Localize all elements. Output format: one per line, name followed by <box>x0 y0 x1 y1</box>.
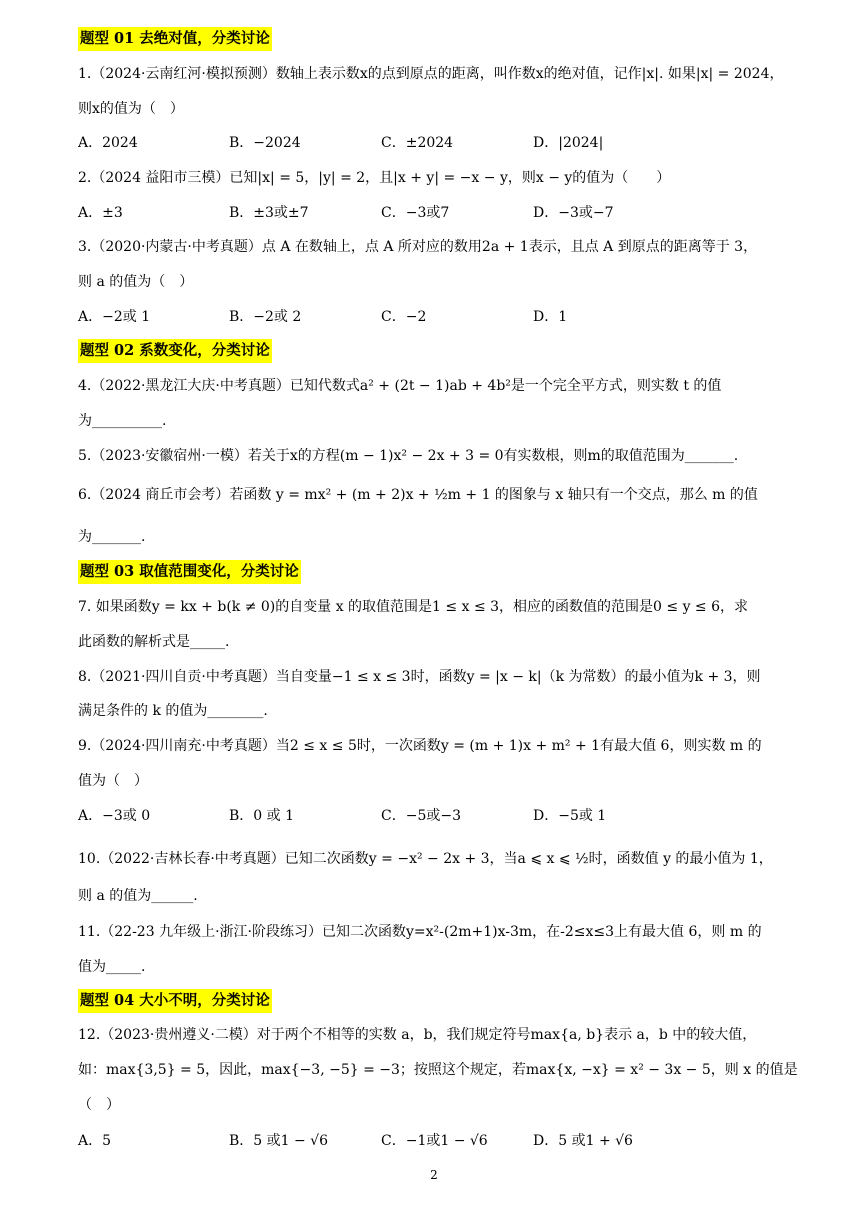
q9-option-b: B．0 或 1 <box>229 808 295 824</box>
section-heading-02: 题型 02 系数变化，分类讨论 <box>78 339 272 363</box>
q9-option-a: A．−3或 0 <box>78 808 151 824</box>
question-12-text-cont-2: （ ） <box>78 1097 120 1113</box>
q9-option-d: D．−5或 1 <box>533 808 607 824</box>
question-11-text-cont: 值为_____. <box>78 959 146 975</box>
question-12-text-cont: 如：max{3,5} = 5，因此，max{−3, −5} = −3；按照这个规定，若max{x, −x} = x² − 3x − 5，则 x 的值是 <box>78 1062 798 1078</box>
section-heading-01: 题型 01 去绝对值，分类讨论 <box>78 27 272 51</box>
question-1-text: 1.（2024·云南红河·模拟预测）数轴上表示数x的点到原点的距离，叫作数x的绝对值，记作|x|. 如果|x| = 2024， <box>78 66 784 82</box>
q2-option-d: D．−3或−7 <box>533 205 614 221</box>
q12-option-a: A．5 <box>78 1133 112 1149</box>
question-8-text: 8.（2021·四川自贡·中考真题）当自变量−1 ≤ x ≤ 3时，函数y = |x − k|（k 为常数）的最小值为k + 3，则 <box>78 669 761 685</box>
q1-option-a: A．2024 <box>78 135 138 151</box>
question-6-text-cont: 为_______. <box>78 529 146 545</box>
q2-option-a: A．±3 <box>78 205 123 221</box>
question-4-text-cont: 为__________. <box>78 413 167 429</box>
question-5-text: 5.（2023·安徽宿州·一模）若关于x的方程(m − 1)x² − 2x + 3 = 0有实数根，则m的取值范围为_______. <box>78 448 739 464</box>
question-3-text: 3.（2020·内蒙古·中考真题）点 A 在数轴上，点 A 所对应的数用2a + 1表示，且点 A 到原点的距离等于 3， <box>78 239 758 255</box>
question-10-text-cont: 则 a 的值为______. <box>78 888 198 904</box>
section-heading-04: 题型 04 大小不明，分类讨论 <box>78 989 272 1013</box>
question-4-text: 4.（2022·黑龙江大庆·中考真题）已知代数式a² + (2t − 1)ab + 4b²是一个完全平方式，则实数 t 的值 <box>78 378 722 394</box>
question-9-text: 9.（2024·四川南充·中考真题）当2 ≤ x ≤ 5时，一次函数y = (m + 1)x + m² + 1有最大值 6，则实数 m 的 <box>78 738 762 754</box>
q3-option-c: C．−2 <box>381 309 427 325</box>
question-10-text: 10.（2022·吉林长春·中考真题）已知二次函数y = −x² − 2x + 3，当a ⩽ x ⩽ ½时，函数值 y 的最小值为 1， <box>78 851 773 867</box>
q9-option-c: C．−5或−3 <box>381 808 461 824</box>
q3-option-d: D．1 <box>533 309 568 325</box>
page-number: 2 <box>430 1168 438 1182</box>
q12-option-c: C．−1或1 − √6 <box>381 1133 488 1149</box>
question-6-text: 6.（2024 商丘市会考）若函数 y = mx² + (m + 2)x + ½m + 1 的图象与 x 轴只有一个交点，那么 m 的值 <box>78 487 758 503</box>
q1-option-d: D．|2024| <box>533 135 604 151</box>
question-2-text: 2.（2024 益阳市三模）已知|x| = 5，|y| = 2，且|x + y| = −x − y，则x − y的值为（ ） <box>78 170 671 186</box>
q12-option-b: B．5 或1 − √6 <box>229 1133 329 1149</box>
question-7-text: 7. 如果函数y = kx + b(k ≠ 0)的自变量 x 的取值范围是1 ≤ x ≤ 3，相应的函数值的范围是0 ≤ y ≤ 6，求 <box>78 599 749 615</box>
question-11-text: 11.（22-23 九年级上·浙江·阶段练习）已知二次函数y=x²-(2m+1)x-3m，在-2≤x≤3上有最大值 6，则 m 的 <box>78 924 762 940</box>
q2-option-b: B．±3或±7 <box>229 205 309 221</box>
question-1-text-cont: 则x的值为（ ） <box>78 101 184 117</box>
q12-option-d: D．5 或1 + √6 <box>533 1133 633 1149</box>
q3-option-a: A．−2或 1 <box>78 309 151 325</box>
question-9-text-cont: 值为（ ） <box>78 773 148 789</box>
question-3-text-cont: 则 a 的值为（ ） <box>78 274 194 290</box>
q2-option-c: C．−3或7 <box>381 205 450 221</box>
question-12-text: 12.（2023·贵州遵义·二模）对于两个不相等的实数 a，b，我们规定符号max{a, b}表示 a，b 中的较大值， <box>78 1027 757 1043</box>
q1-option-c: C．±2024 <box>381 135 454 151</box>
q1-option-b: B．−2024 <box>229 135 301 151</box>
section-heading-03: 题型 03 取值范围变化，分类讨论 <box>78 560 301 584</box>
question-8-text-cont: 满足条件的 k 的值为________. <box>78 703 268 719</box>
q3-option-b: B．−2或 2 <box>229 309 302 325</box>
question-7-text-cont: 此函数的解析式是_____. <box>78 634 230 650</box>
